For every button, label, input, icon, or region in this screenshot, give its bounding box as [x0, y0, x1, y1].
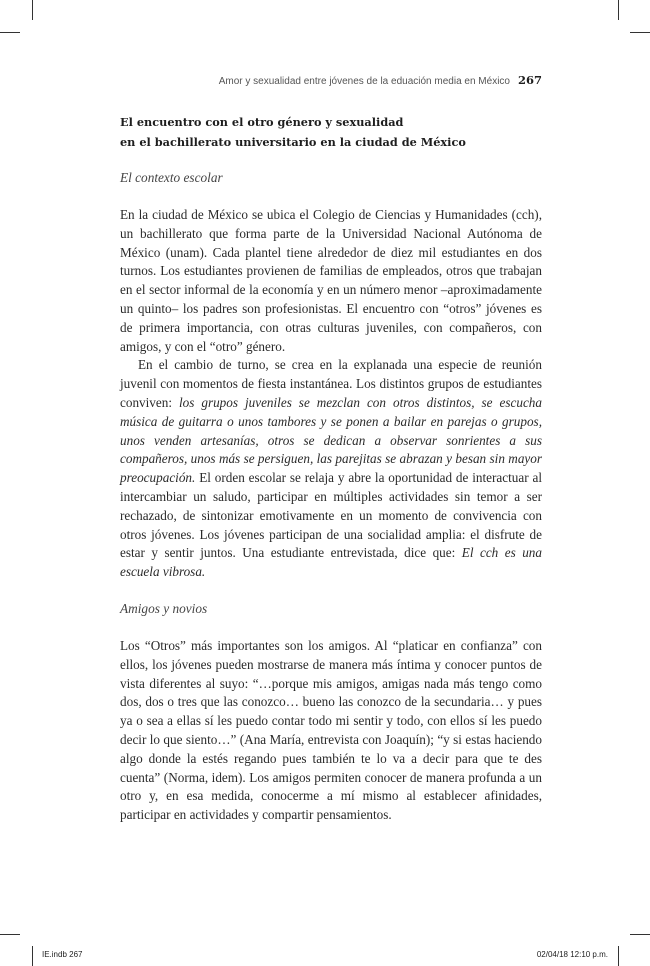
- crop-mark: [630, 32, 650, 33]
- crop-mark: [0, 934, 20, 935]
- paragraph: En la ciudad de México se ubica el Colegio de Ciencias y Humanidades (cch), un bachillerato que forma parte de la Universidad Nacional Autónoma de México (unam). Cada plantel tiene alrededor de diez mil estudiantes en dos turnos. Los estudiantes provienen de familias de empleados, otros que trabajan en el sector informal de la economía y en un número menor –aproximadamente un quinto– los padres son profesionistas. El encuentro con “otros” jóvenes es de primera importancia, con otras culturas juveniles, con compañeros, con amigos, y con el “otro” género.: [120, 207, 542, 354]
- paragraph-text: El orden escolar se relaja y abre la oportunidad de interactuar al intercambiar un saludo, participar en múltiples actividades sin temor a ser rechazado, de sintonizar emotivamente en un momento de convivencia con otros jóvenes. Los jóvenes participan de una socialidad amplia: el disfrute de estar y sentir juntos. Una estudiante entrevistada, dice que:: [120, 470, 542, 561]
- subsection-body: [120, 206, 542, 582]
- crop-mark: [630, 934, 650, 935]
- running-head: [120, 73, 542, 87]
- quoted-statement: El cch es una escuela vibrosa.: [120, 545, 542, 580]
- running-head-title: Amor y sexualidad entre jóvenes de la eduación media en México: [218, 76, 510, 87]
- footer-timestamp: 02/04/18 12:10 p.m.: [536, 950, 608, 959]
- footer-file: IE.indb 267: [42, 950, 83, 959]
- crop-mark: [0, 32, 20, 33]
- section-title-line1: El encuentro con el otro género y sexualidad: [120, 115, 404, 129]
- section-title-line2: en el bachillerato universitario en la ciudad de México: [120, 135, 466, 149]
- crop-mark: [32, 0, 33, 20]
- crop-mark: [618, 946, 619, 966]
- subsection-body: [120, 637, 542, 825]
- paragraph-text: En el cambio de turno, se crea en la explanada una especie de reunión juvenil con momentos de fiesta instantánea. Los distintos grupos de estudiantes conviven:: [120, 357, 542, 410]
- section-title: [120, 112, 550, 152]
- subsection-heading: Amigos y novios: [120, 601, 208, 616]
- crop-mark: [32, 946, 33, 966]
- paragraph: Los “Otros” más importantes son los amigos. Al “platicar en confianza” con ellos, los jóvenes pueden mostrarse de manera más íntima y conocer puntos de vista diferentes al suyo: “…porque mis amigos, amigas nada más tengo como dos, dos o tres que las conozco… bueno las conozco de la secundaria… y pues ya o sea a ellas sí les puedo contar todo mi sentir y todo, con ellos sí les puedo decir lo que siento…” (Ana María, entrevista con Joaquín); “y si estas haciendo algo donde la estés regando pues también te lo va a decir para que te des cuenta” (Norma, idem). Los amigos permiten conocer de manera profunda a un otro y, en esa medida, conocerme a mí mismo al establecer afinidades, participar en actividades y compartir pensamientos.: [120, 638, 542, 823]
- quoted-observation: los grupos juveniles se mezclan con otros distintos, se escucha música de guitarra o unos tambores y se ponen a bailar en parejas o grupos, unos venden artesanías, otros se dedican a observar sonrientes a sus compañeros, unos más se persiguen, las parejitas se abrazan y besan sin mayor preocupación.: [120, 394, 542, 486]
- subsection-heading: El contexto escolar: [120, 170, 223, 185]
- page-number: 267: [517, 73, 542, 87]
- crop-mark: [618, 0, 619, 20]
- paragraph: [120, 356, 542, 582]
